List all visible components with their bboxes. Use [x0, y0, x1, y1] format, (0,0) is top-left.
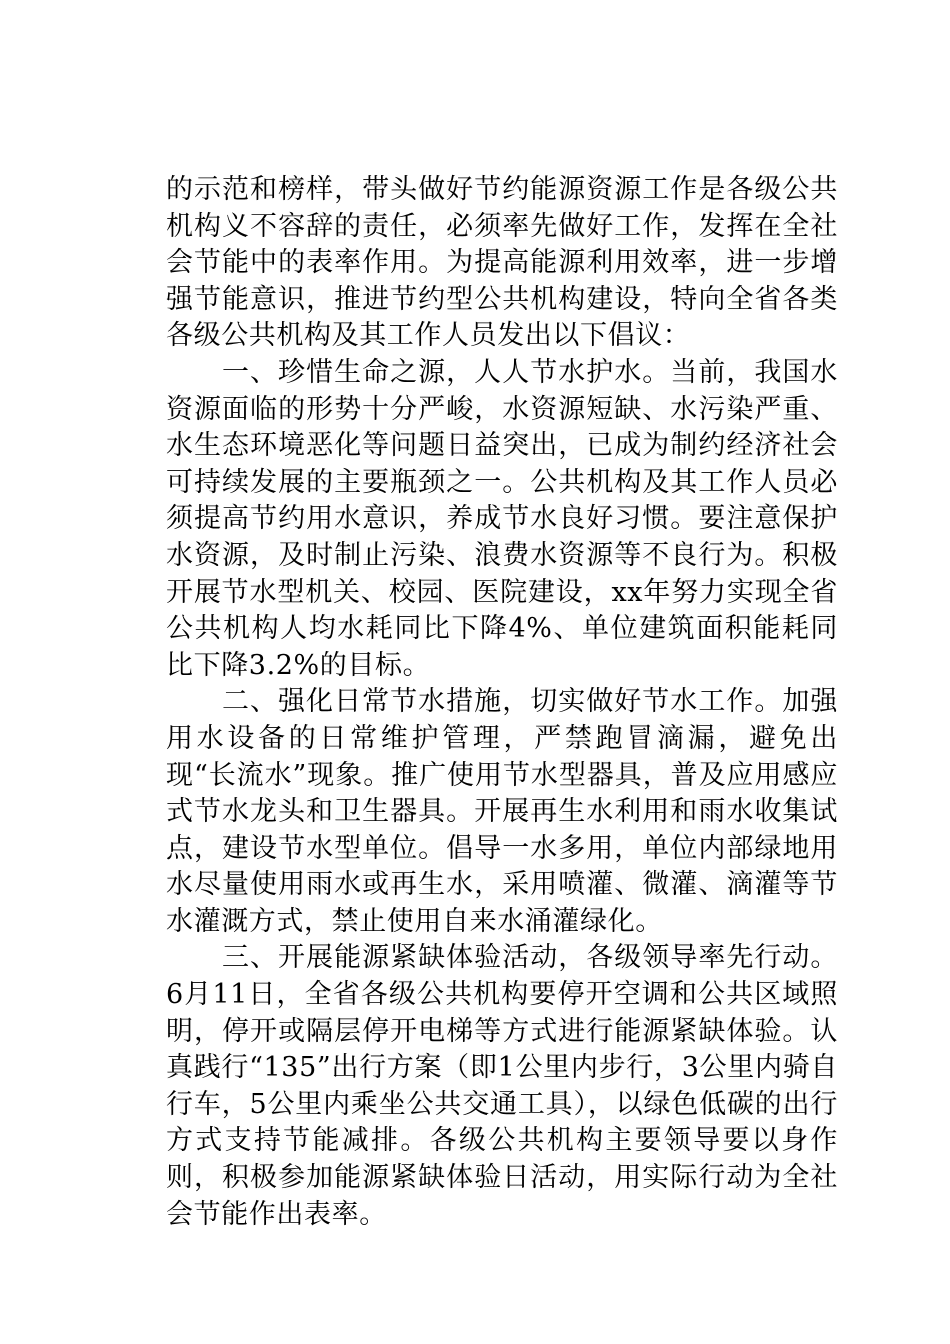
paragraph-daily-water-measures: 二、强化日常节水措施，切实做好节水工作。加强用水设备的日常维护管理，严禁跑冒滴漏，避免出现“长流水”现象。推广使用节水型器具，普及应用感应式节水龙头和卫生器具。开展再生水利用和雨水收集试点，建设节水型单位。倡导一水多用，单位内部绿地用水尽量使用雨水或再生水，采用喷灌、微灌、滴灌等节水灌溉方式，禁止使用自来水涌灌绿化。: [166, 686, 838, 937]
paragraph-water-conservation: 一、珍惜生命之源，人人节水护水。当前，我国水资源面临的形势十分严峻，水资源短缺、水污染严重、水生态环境恶化等问题日益突出，已成为制约经济社会可持续发展的主要瓶颈之一。公共机构及其工作人员必须提高节约用水意识，养成节水良好习惯。要注意保护水资源，及时制止污染、浪费水资源等不良行为。积极开展节水型机关、校园、医院建设，xx年努力实现全省公共机构人均水耗同比下降4%、单位建筑面积能耗同比下降3.2%的目标。: [166, 356, 838, 681]
paragraph-energy-shortage-experience: 三、开展能源紧缺体验活动，各级领导率先行动。6月11日，全省各级公共机构要停开空调和公共区域照明，停开或隔层停开电梯等方式进行能源紧缺体验。认真践行“135”出行方案（即1公里内步行，3公里内骑自行车，5公里内乘坐公共交通工具），以绿色低碳的出行方式支持节能减排。各级公共机构主要领导要以身作则，积极参加能源紧缺体验日活动，用实际行动为全社会节能作出表率。: [166, 942, 838, 1230]
document-body: [166, 172, 838, 1233]
paragraph-continuation: 的示范和榜样，带头做好节约能源资源工作是各级公共机构义不容辞的责任，必须率先做好工作，发挥在全社会节能中的表率作用。为提高能源利用效率，进一步增强节能意识，推进节约型公共机构建设，特向全省各类各级公共机构及其工作人员发出以下倡议：: [166, 174, 838, 352]
